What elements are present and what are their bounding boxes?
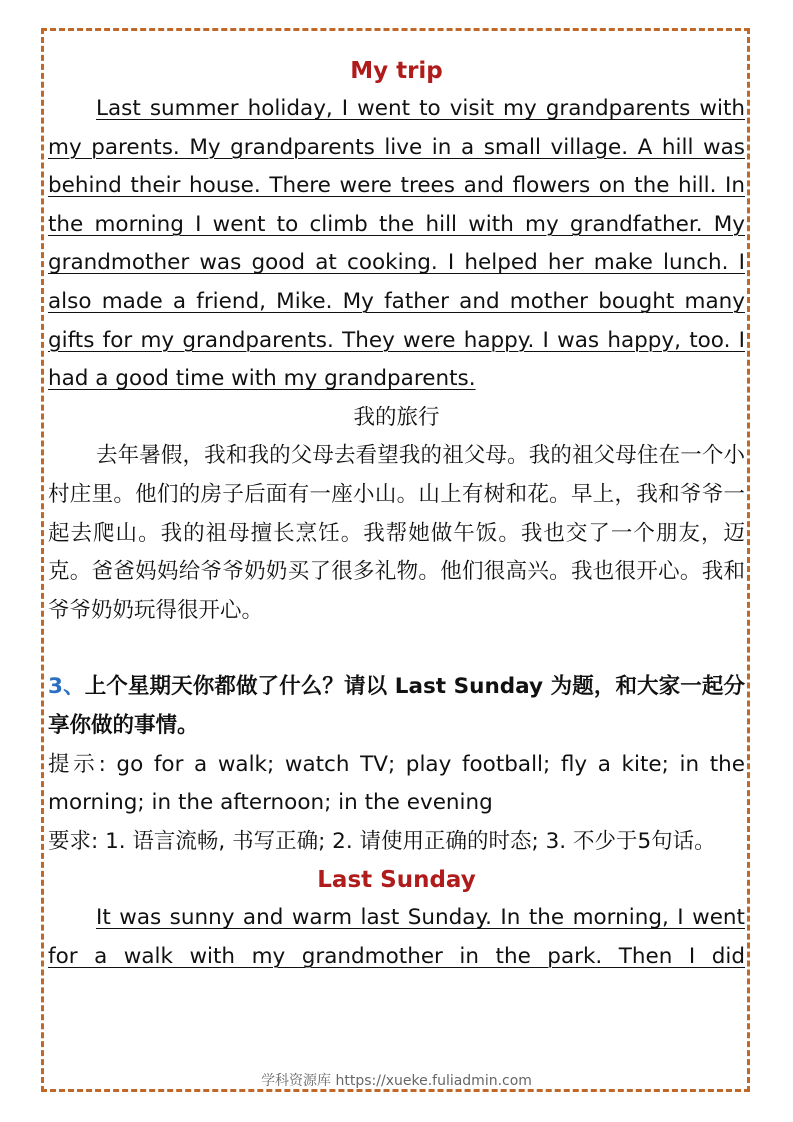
trip-essay: Last summer holiday, I went to visit my grandparents with my parents. My grandparents live in a small village. A hill was behind their house. There were trees and flowers on the hill. In the morning I went to climb the hill with my grandfather. My grandmother was good at cooking. I helped her make lunch. I also made a friend, Mike. My father and mother bought many gifts for my grandparents. They were happy. I was happy, too. I had a good time with my grandparents.	[48, 96, 745, 392]
task-3-prompt	[48, 668, 745, 745]
document-body	[48, 52, 745, 976]
task-hint: 提示: go for a walk; watch TV; play football; fly a kite; in the morning; in the afternoon; in the evening	[48, 751, 745, 816]
trip-cn-title: 我的旅行	[353, 404, 440, 430]
trip-cn-text: 去年暑假，我和我的父母去看望我的祖父母。我的祖父母住在一个小村庄里。他们的房子后面有一座小山。山上有树和花。早上，我和爷爷一起去爬山。我的祖母擅长烹饪。我帮她做午饭。我也交了一个朋友，迈克。爸爸妈妈给爷爷奶奶买了很多礼物。他们很高兴。我也很开心。我和爷爷奶奶玩得很开心。	[48, 443, 745, 623]
sunday-title: Last Sunday	[317, 867, 476, 894]
sunday-essay: It was sunny and warm last Sunday. In the morning, I went for a walk with my grandmother in the park. Then I did	[48, 905, 745, 969]
task-requirements: 要求: 1. 语言流畅, 书写正确; 2. 请使用正确的时态; 3. 不少于5句话。	[48, 828, 716, 854]
task-prompt-text: 上个星期天你都做了什么？请以 Last Sunday 为题，和大家一起分享你做的事情。	[48, 674, 745, 738]
trip-title: My trip	[350, 58, 443, 84]
spacer	[48, 630, 745, 668]
sunday-essay-wrap	[48, 899, 745, 976]
page-footer: 学科资源库 https://xueke.fuliadmin.com	[261, 1073, 532, 1089]
task-number: 3、	[48, 674, 85, 700]
